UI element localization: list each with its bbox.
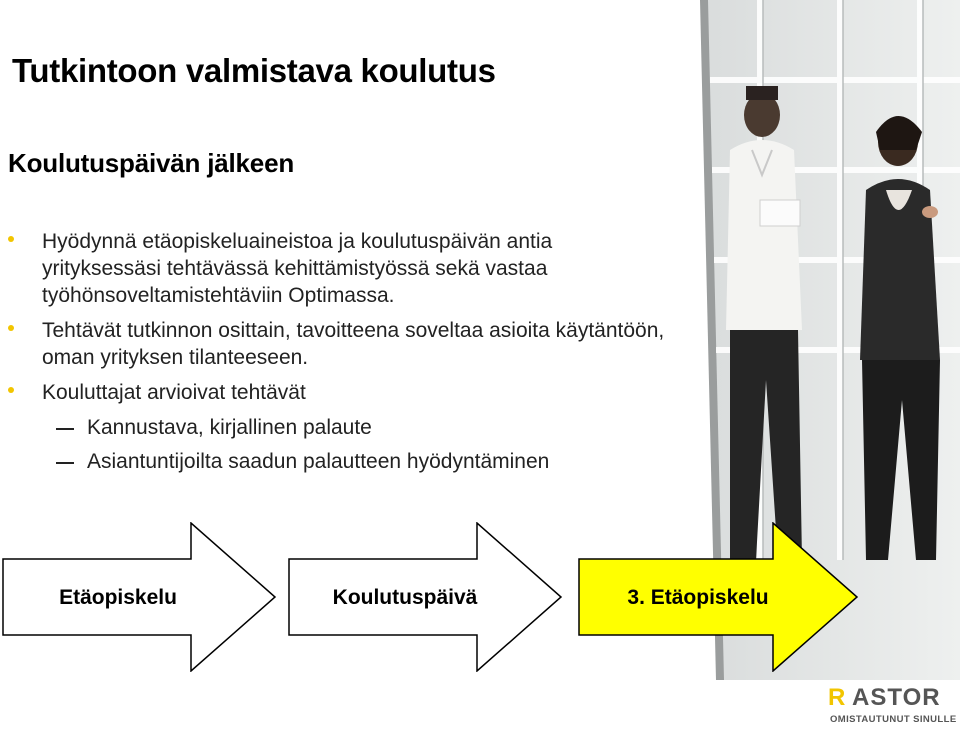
logo-tagline: OMISTAUTUNUT SINULLE [830,714,957,725]
bullet-dot-icon [8,236,14,242]
logo-letter: R [828,684,846,711]
dash-icon [56,462,74,464]
bullet-list [0,228,700,482]
bullet-item [0,379,700,406]
slide-subtitle: Koulutuspäivän jälkeen [8,148,295,178]
process-step-label: Etäopiskelu [59,586,177,609]
dash-icon [56,428,74,430]
subbullet-text: Kannustava, kirjallinen palaute [87,416,372,439]
bullet-item [0,228,672,309]
slide-title: Tutkintoon valmistava koulutus [12,52,496,89]
bullet-dot-icon [8,387,14,393]
subbullet-text: Asiantuntijoilta saadun palautteen hyödyntäminen [87,450,550,473]
bullet-item [0,317,682,371]
logo-name: ASTOR [852,684,941,711]
bullet-text: Kouluttajat arvioivat tehtävät [42,381,306,404]
bullet-text: Hyödynnä etäopiskeluaineistoa ja koulutuspäivän antia yrityksessäsi tehtävässä kehittämistyössä sekä vastaa työhönsoveltamistehtäviin Optimassa. [42,230,553,307]
bullet-dot-icon [8,325,14,331]
subbullet-item [0,448,700,475]
process-step-label: Koulutuspäivä [332,586,478,609]
subbullet-item [0,414,700,441]
process-step-label: 3. Etäopiskelu [627,586,769,609]
bullet-text: Tehtävät tutkinnon osittain, tavoitteena soveltaa asioita käytäntöön, oman yrityksen tilanteeseen. [42,319,665,369]
